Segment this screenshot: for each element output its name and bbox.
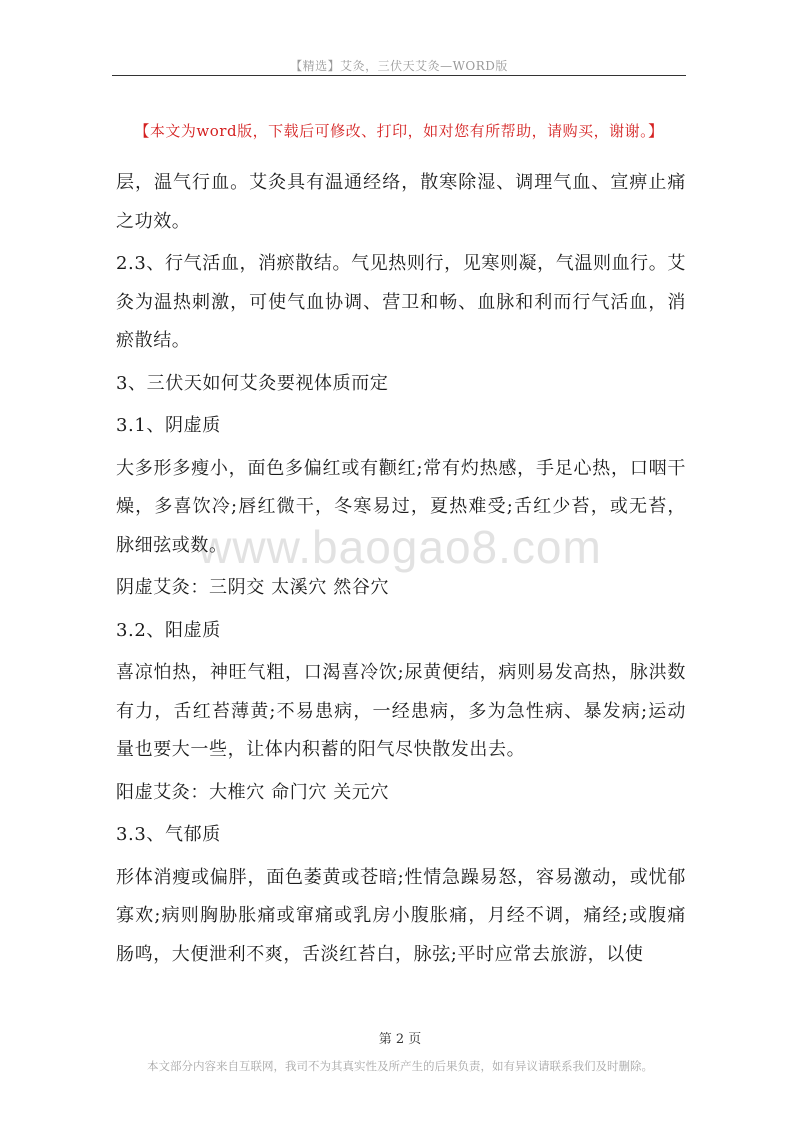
watermark: www.baogao8.com — [198, 521, 602, 573]
paragraph-yang-deficiency: 喜凉怕热，神旺气粗，口渴喜冷饮;尿黄便结，病则易发高热，脉洪数有力，舌红苔薄黄;不易患病，一经患病，多为急性病、暴发病;运动量也要大一些，让体内积蓄的阳气尽快散发出去。 — [116, 662, 686, 760]
section-heading-3: 3、三伏天如何艾灸要视体质而定 — [116, 372, 389, 394]
section-heading-3-3: 3.3、气郁质 — [116, 824, 221, 845]
header-divider — [112, 75, 686, 76]
paragraph-yin-moxibustion: 阴虚艾灸：三阴交 太溪穴 然谷穴 — [116, 577, 390, 598]
footer-disclaimer: 本文部分内容来自互联网，我司不为其真实性及所产生的后果负责，如有异议请联系我们及时删除。 — [147, 1059, 653, 1073]
paragraph-yang-moxibustion: 阳虚艾灸：大椎穴 命门穴 关元穴 — [116, 781, 390, 803]
download-notice: 【本文为word版，下载后可修改、打印，如对您有所帮助，请购买，谢谢。】 — [134, 122, 664, 140]
paragraph-qi-stagnation: 形体消瘦或偏胖，面色萎黄或苍暗;性情急躁易怒，容易激动，或忧郁寡欢;病则胸胁胀痛或窜痛或乳房小腹胀痛，月经不调，痛经;或腹痛肠鸣，大便泄利不爽，舌淡红苔白，脉弦;平时应常去旅游，以使 — [116, 866, 686, 965]
page-number: 第 2 页 — [378, 1032, 422, 1047]
paragraph-section-2-3: 2.3、行气活血，消瘀散结。气见热则行，见寒则凝，气温则血行。艾灸为温热刺激，可使气血协调、营卫和畅、血脉和利而行气活血，消瘀散结。 — [116, 253, 686, 351]
document-body — [116, 164, 686, 974]
section-heading-3-1: 3.1、阴虚质 — [116, 415, 221, 436]
section-heading-3-2: 3.2、阳虚质 — [116, 619, 221, 641]
paragraph-yin-deficiency: 大多形多瘦小，面色多偏红或有颧红;常有灼热感，手足心热，口咽干燥，多喜饮冷;唇红微干，冬寒易过，夏热难受;舌红少苔，或无苔，脉细弦或数。 — [116, 457, 686, 556]
page-header-title: 【精选】艾灸，三伏天艾灸—WORD版 — [290, 59, 508, 73]
paragraph-continuation: 层，温气行血。艾灸具有温通经络，散寒除湿、调理气血、宣痹止痛之功效。 — [116, 172, 686, 232]
